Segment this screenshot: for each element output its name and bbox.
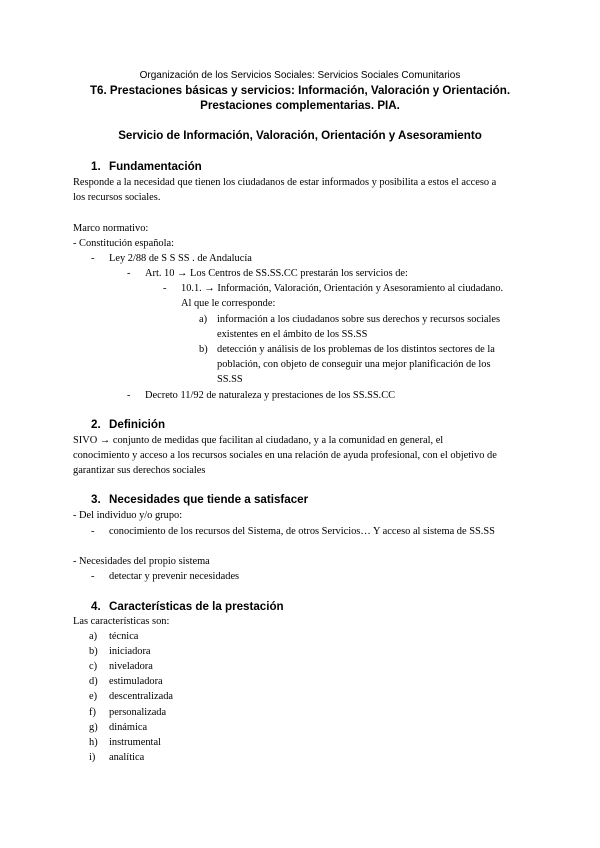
list-label: a): [89, 631, 98, 642]
section-title: Características de la prestación: [109, 600, 284, 613]
list-label: c): [89, 661, 98, 672]
dash-bullet: -: [127, 268, 131, 279]
punto-10-1: 10.1. → Información, Valoración, Orientación y Asesoramiento al ciudadano.: [181, 283, 504, 294]
list-label: g): [89, 722, 98, 733]
list-item: instrumental: [109, 737, 161, 748]
list-item: personalizada: [109, 707, 167, 718]
section-title: Definición: [109, 418, 166, 431]
list-item: estimuladora: [109, 676, 163, 687]
section-title: Necesidades que tiende a satisfacer: [109, 493, 309, 506]
ley: Ley 2/88 de S S SS . de Andalucía: [109, 253, 252, 264]
al-que-corresponde: Al que le corresponde:: [181, 298, 276, 309]
title-line-2: Prestaciones complementarias. PIA.: [200, 99, 400, 112]
s2-line-3: garantizar sus derechos sociales: [73, 465, 206, 476]
list-label: i): [89, 752, 96, 763]
s1-intro-line-2: los recursos sociales.: [73, 192, 161, 203]
list-label: b): [199, 344, 208, 355]
constitucion: - Constitución española:: [73, 238, 175, 249]
list-item: dinámica: [109, 722, 148, 733]
document-subtitle: Organización de los Servicios Sociales: Servicios Sociales Comunitarios: [139, 70, 461, 81]
list-item: niveladora: [109, 661, 153, 672]
s2-line-2: conocimiento y acceso a los recursos sociales en una relación de ayuda profesional, con el objetivo de: [73, 450, 497, 461]
s2-line-1: SIVO → conjunto de medidas que facilitan al ciudadano, y a la comunidad en general, el: [73, 435, 444, 446]
conocimiento-recursos: conocimiento de los recursos del Sistema, de otros Servicios… Y acceso al sistema de SS.SS: [109, 526, 495, 537]
dash-bullet: -: [91, 526, 95, 537]
item-a-line-1: información a los ciudadanos sobre sus derechos y recursos sociales: [217, 314, 501, 325]
detectar-prevenir: detectar y prevenir necesidades: [109, 571, 240, 582]
marco-normativo: Marco normativo:: [73, 223, 149, 234]
list-item: iniciadora: [109, 646, 151, 657]
dash-bullet: -: [127, 390, 131, 401]
document-title: [0, 83, 600, 113]
s1-intro-line-1: Responde a la necesidad que tienen los ciudadanos de estar informados y posibilita a estos el acceso a: [73, 177, 497, 188]
list-item: analítica: [109, 752, 145, 763]
list-item: descentralizada: [109, 691, 174, 702]
title-line-1: T6. Prestaciones básicas y servicios: Información, Valoración y Orientación.: [89, 84, 511, 97]
list-item: técnica: [109, 631, 139, 642]
service-title: Servicio de Información, Valoración, Orientación y Asesoramiento: [118, 129, 482, 142]
item-a-line-2: existentes en el ámbito de los SS.SS: [217, 329, 368, 340]
section-number: 4.: [91, 600, 101, 613]
list-label: e): [89, 691, 98, 702]
del-individuo: - Del individuo y/o grupo:: [73, 510, 183, 521]
list-label: d): [89, 676, 98, 687]
list-label: b): [89, 646, 98, 657]
section-title: Fundamentación: [109, 160, 202, 173]
caracteristicas-intro: Las características son:: [73, 616, 170, 627]
dash-bullet: -: [91, 571, 95, 582]
section-number: 1.: [91, 160, 101, 173]
list-label: a): [199, 314, 208, 325]
section-number: 2.: [91, 418, 101, 431]
item-b-line-1: detección y análisis de los problemas de los distintos sectores de la: [217, 344, 495, 355]
necesidades-sistema: - Necesidades del propio sistema: [73, 556, 210, 567]
decreto: Decreto 11/92 de naturaleza y prestaciones de los SS.SS.CC: [145, 390, 396, 401]
list-label: f): [89, 707, 96, 718]
section-number: 3.: [91, 493, 101, 506]
item-b-line-3: SS.SS: [217, 374, 243, 385]
list-label: h): [89, 737, 98, 748]
dash-bullet: -: [163, 283, 167, 294]
art-10: Art. 10 → Los Centros de SS.SS.CC prestarán los servicios de:: [145, 268, 408, 279]
item-b-line-2: población, con objeto de conseguir una mejor planificación de los: [217, 359, 491, 370]
dash-bullet: -: [91, 253, 95, 264]
